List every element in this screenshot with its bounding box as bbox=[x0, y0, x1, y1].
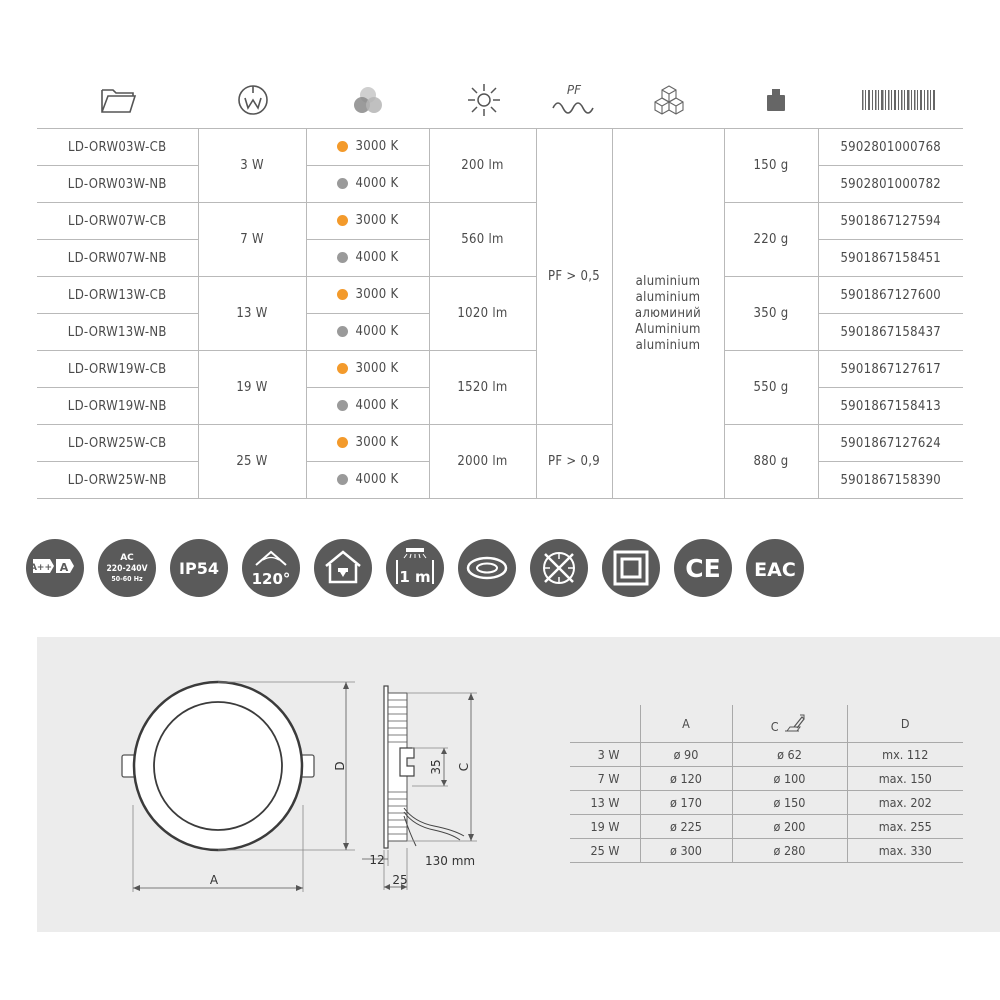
power-cell: 3 W bbox=[198, 129, 306, 203]
temperature-value: 3000 K bbox=[355, 138, 399, 154]
svg-text:A: A bbox=[59, 561, 69, 574]
label-25: 25 bbox=[392, 873, 408, 887]
product-code: LD-ORW25W-CB bbox=[37, 425, 198, 462]
dims-d: max. 202 bbox=[847, 791, 963, 815]
svg-text:120°: 120° bbox=[251, 570, 291, 588]
product-code: LD-ORW25W-NB bbox=[37, 462, 198, 499]
weight-cell: 550 g bbox=[724, 351, 818, 425]
dims-header-a: A bbox=[640, 705, 732, 743]
temperature-value: 3000 K bbox=[355, 360, 399, 376]
dims-power: 7 W bbox=[570, 767, 640, 791]
dimensions-row bbox=[570, 767, 963, 791]
dimensions-row bbox=[570, 815, 963, 839]
dims-power: 13 W bbox=[570, 791, 640, 815]
product-code: LD-ORW19W-CB bbox=[37, 351, 198, 388]
dims-a: ø 90 bbox=[640, 743, 732, 767]
flux-cell: 2000 lm bbox=[429, 425, 536, 499]
dims-a: ø 300 bbox=[640, 839, 732, 863]
label-d: D bbox=[333, 761, 347, 771]
dimensions-row bbox=[570, 791, 963, 815]
ean-code: 5901867127600 bbox=[818, 277, 963, 314]
ean-code: 5901867158390 bbox=[818, 462, 963, 499]
material-line: aluminium bbox=[635, 273, 701, 289]
svg-text:AC: AC bbox=[120, 553, 134, 563]
svg-text:1 m: 1 m bbox=[399, 568, 431, 586]
cutout-icon bbox=[782, 713, 808, 735]
dims-d: mx. 112 bbox=[847, 743, 963, 767]
temperature-value: 4000 K bbox=[355, 471, 399, 487]
temperature-value: 4000 K bbox=[355, 397, 399, 413]
product-code: LD-ORW07W-CB bbox=[37, 203, 198, 240]
label-a: A bbox=[209, 873, 219, 887]
power-cell: 19 W bbox=[198, 351, 306, 425]
dims-d: max. 255 bbox=[847, 815, 963, 839]
product-code: LD-ORW03W-NB bbox=[37, 166, 198, 203]
svg-text:A++: A++ bbox=[29, 563, 53, 573]
dimensions-row bbox=[570, 743, 963, 767]
svg-text:IP54: IP54 bbox=[179, 559, 219, 578]
dims-c: ø 150 bbox=[732, 791, 847, 815]
temperature-value: 3000 K bbox=[355, 212, 399, 228]
temperature-value: 3000 K bbox=[355, 434, 399, 450]
dimensions-row bbox=[570, 839, 963, 863]
ean-code: 5901867127617 bbox=[818, 351, 963, 388]
ean-code: 5901867158413 bbox=[818, 388, 963, 425]
dims-c: ø 200 bbox=[732, 815, 847, 839]
flux-cell: 200 lm bbox=[429, 129, 536, 203]
flux-cell: 1020 lm bbox=[429, 277, 536, 351]
temperature-value: 4000 K bbox=[355, 249, 399, 265]
weight-cell: 880 g bbox=[724, 425, 818, 499]
dims-a: ø 170 bbox=[640, 791, 732, 815]
ean-code: 5902801000768 bbox=[818, 129, 963, 166]
dims-power: 19 W bbox=[570, 815, 640, 839]
ean-code: 5901867158437 bbox=[818, 314, 963, 351]
temperature-value: 4000 K bbox=[355, 175, 399, 191]
front-view bbox=[122, 682, 355, 892]
dims-d: max. 330 bbox=[847, 839, 963, 863]
label-12: 12 bbox=[369, 853, 385, 867]
svg-text:50-60 Hz: 50-60 Hz bbox=[111, 575, 143, 583]
dims-header-d: D bbox=[847, 705, 963, 743]
material-line: алюминий bbox=[634, 305, 702, 321]
material-line: aluminium bbox=[635, 337, 701, 353]
pf-cell: PF > 0,9 bbox=[536, 425, 612, 499]
dims-c: ø 280 bbox=[732, 839, 847, 863]
side-view bbox=[362, 686, 477, 890]
dimensions-table bbox=[570, 705, 963, 863]
dims-power: 3 W bbox=[570, 743, 640, 767]
temperature-value: 3000 K bbox=[355, 286, 399, 302]
ean-code: 5901867127624 bbox=[818, 425, 963, 462]
svg-text:PF: PF bbox=[566, 83, 582, 97]
power-cell: 25 W bbox=[198, 425, 306, 499]
pf-cell: PF > 0,5 bbox=[536, 129, 612, 425]
power-cell: 13 W bbox=[198, 277, 306, 351]
svg-text:EAC: EAC bbox=[754, 559, 796, 581]
dims-a: ø 225 bbox=[640, 815, 732, 839]
ean-code: 5901867127594 bbox=[818, 203, 963, 240]
power-cell: 7 W bbox=[198, 203, 306, 277]
material-line: Aluminium bbox=[635, 321, 701, 337]
dims-header-c: C bbox=[732, 705, 847, 743]
product-code: LD-ORW13W-NB bbox=[37, 314, 198, 351]
temperature-value: 4000 K bbox=[355, 323, 399, 339]
product-code: LD-ORW19W-NB bbox=[37, 388, 198, 425]
product-code: LD-ORW03W-CB bbox=[37, 129, 198, 166]
dims-c: ø 100 bbox=[732, 767, 847, 791]
ean-code: 5901867158451 bbox=[818, 240, 963, 277]
label-35: 35 bbox=[429, 759, 443, 775]
label-cable: 130 mm bbox=[425, 854, 476, 868]
dims-a: ø 120 bbox=[640, 767, 732, 791]
flux-cell: 560 lm bbox=[429, 203, 536, 277]
product-code: LD-ORW07W-NB bbox=[37, 240, 198, 277]
label-c: C bbox=[457, 762, 471, 772]
weight-cell: 350 g bbox=[724, 277, 818, 351]
product-code: LD-ORW13W-CB bbox=[37, 277, 198, 314]
material-line: aluminium bbox=[635, 289, 701, 305]
dims-d: max. 150 bbox=[847, 767, 963, 791]
weight-cell: 220 g bbox=[724, 203, 818, 277]
dims-power: 25 W bbox=[570, 839, 640, 863]
flux-cell: 1520 lm bbox=[429, 351, 536, 425]
svg-text:CE: CE bbox=[685, 554, 721, 583]
dims-c: ø 62 bbox=[732, 743, 847, 767]
ean-code: 5902801000782 bbox=[818, 166, 963, 203]
weight-cell: 150 g bbox=[724, 129, 818, 203]
svg-text:220-240V: 220-240V bbox=[106, 564, 148, 574]
